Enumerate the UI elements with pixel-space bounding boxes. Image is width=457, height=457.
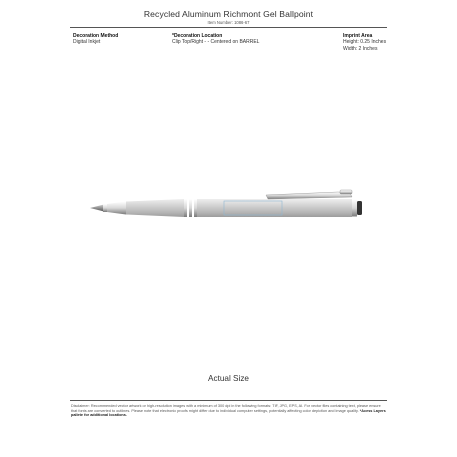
actual-size-label: Actual Size	[208, 374, 249, 383]
pen-cone	[107, 202, 126, 215]
header-divider	[70, 27, 387, 28]
pen-clip	[266, 190, 352, 199]
pen-upper-barrel	[197, 199, 352, 217]
disclaimer	[71, 404, 387, 418]
imprint-width: Width: 2 Inches	[343, 45, 378, 52]
pen-image	[88, 188, 368, 228]
decoration-location-value: Clip Top/Right - - Centered on BARREL	[172, 39, 260, 46]
footer-divider	[70, 400, 387, 401]
item-number: Item Number: 1086-67	[207, 20, 250, 25]
disclaimer-emphasis: *Acess Layers pallete for additional locations.	[71, 408, 386, 418]
pen-rings	[184, 199, 197, 217]
pen-lower-barrel	[126, 199, 184, 217]
page-title: Recycled Aluminum Richmont Gel Ballpoint	[143, 9, 314, 19]
decoration-location-block	[172, 33, 259, 46]
decoration-method-block	[73, 33, 118, 46]
decoration-method-label: Decoration Method	[73, 33, 119, 39]
imprint-height: Height: 0.25 Inches	[343, 39, 387, 46]
pen-tip	[90, 204, 107, 212]
disclaimer-text: Disclaimer: Recommended vector artwork or high-resolution images with a minimum of 300 dpi in the following formats: TIF, JPG, EPS, AI. For vector files containing text, please ensure that fonts are converted to outlines. Please note that electronic proofs might differ due to individual computer settings, potentially affecting color depiction and image quality.	[71, 404, 381, 413]
imprint-area-block	[343, 33, 386, 52]
imprint-area-label: Imprint Area	[343, 33, 373, 39]
decoration-method-value: Digital Inkjet	[73, 39, 101, 46]
pen-end-cap	[352, 200, 362, 217]
decoration-location-label: *Decoration Location	[172, 33, 223, 39]
